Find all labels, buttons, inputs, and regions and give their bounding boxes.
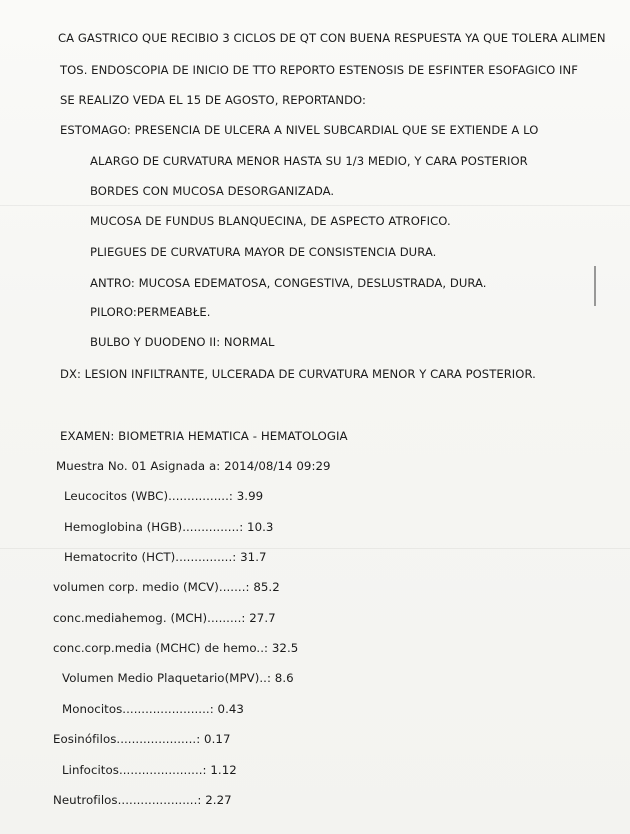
report-line: SE REALIZO VEDA EL 15 DE AGOSTO, REPORTANDO: [60,93,366,107]
lab-result: Volumen Medio Plaquetario(MPV)..: 8.6 [62,671,294,685]
report-line: PLIEGUES DE CURVATURA MAYOR DE CONSISTENCIA DURA. [90,245,437,259]
paper-fold [0,548,630,549]
lab-result: Eosinófilos.....................: 0.17 [53,732,231,746]
report-line: MUCOSA DE FUNDUS BLANQUECINA, DE ASPECTO ATROFICO. [90,214,451,228]
report-line: TOS. ENDOSCOPIA DE INICIO DE TTO REPORTO ESTENOSIS DE ESFINTER ESOFAGICO INF [60,63,578,77]
exam-title: EXAMEN: BIOMETRIA HEMATICA - HEMATOLOGIA [60,429,348,443]
lab-result: conc.corp.media (MCHC) de hemo..: 32.5 [53,641,299,655]
lab-result: Hematocrito (HCT)...............: 31.7 [64,550,267,564]
report-line: ESTOMAGO: PRESENCIA DE ULCERA A NIVEL SUBCARDIAL QUE SE EXTIENDE A LO [60,123,539,137]
lab-result: Hemoglobina (HGB)...............: 10.3 [64,520,274,534]
report-line: PILORO:PERMEABŁE. [90,305,211,319]
report-line: BULBO Y DUODENO II: NORMAL [90,335,275,349]
report-line: CA GASTRICO QUE RECIBIO 3 CICLOS DE QT CON BUENA RESPUESTA YA QUE TOLERA ALIMEN [58,31,606,45]
lab-result: Neutrofilos.....................: 2.27 [53,793,232,807]
report-line: BORDES CON MUCOSA DESORGANIZADA. [90,184,335,198]
lab-result: Monocitos.......................: 0.43 [62,702,244,716]
lab-result: conc.mediahemog. (MCH).........: 27.7 [53,611,276,625]
sample-line: Muestra No. 01 Asignada a: 2014/08/14 09:29 [56,459,331,473]
report-line: ALARGO DE CURVATURA MENOR HASTA SU 1/3 MEDIO, Y CARA POSTERIOR [90,154,528,168]
scan-mark [594,266,596,306]
paper-fold [0,205,630,206]
lab-result: volumen corp. medio (MCV).......: 85.2 [53,580,280,594]
report-line: ANTRO: MUCOSA EDEMATOSA, CONGESTIVA, DESLUSTRADA, DURA. [90,276,487,290]
diagnosis-line: DX: LESION INFILTRANTE, ULCERADA DE CURVATURA MENOR Y CARA POSTERIOR. [60,367,536,381]
lab-result: Leucocitos (WBC)................: 3.99 [64,489,264,503]
lab-result: Linfocitos......................: 1.12 [62,763,237,777]
